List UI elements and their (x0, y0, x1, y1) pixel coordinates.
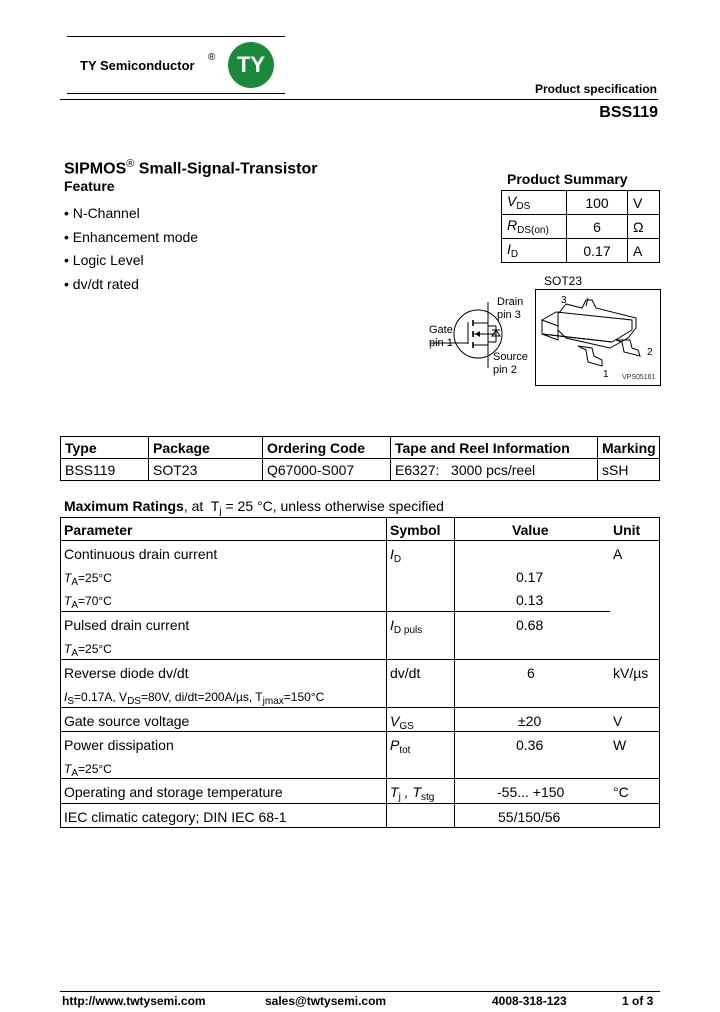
logo-mark: TY (228, 42, 274, 88)
footer-page: 1 of 3 (622, 994, 654, 1008)
sot23-package-drawing (536, 290, 658, 384)
feature-item: • N-Channel (64, 205, 140, 221)
logo-reg-mark: ® (208, 52, 216, 63)
cond-ta25-3: $T_A=25^\circ C$ (64, 762, 112, 779)
col-parameter: Parameter (64, 522, 133, 538)
package-code: VPS05161 (622, 374, 656, 381)
pin-2-label: 2 (647, 347, 653, 358)
val-iec: 55/150/56 (498, 809, 561, 825)
title-rest: Small-Signal-Transistor (138, 160, 318, 178)
cond-ta25-2: $T_A=25^\circ C$ (64, 642, 112, 659)
summary-row: $I_D$ 0.17 A (502, 239, 660, 263)
footer-phone: 4008-318-123 (492, 994, 567, 1008)
footer-url[interactable]: http://www.twtysemi.com (62, 994, 206, 1008)
param-operating-temp: Operating and storage temperature (64, 784, 283, 800)
summary-row: $R_{DS(on)}$ 6 Ω (502, 215, 660, 239)
sym-dvdt: dv/dt (390, 665, 421, 681)
drain-label: Drain pin 3 (497, 296, 524, 321)
package-label: SOT23 (544, 274, 583, 288)
val-20: ±20 (518, 713, 542, 729)
feature-item: • Enhancement mode (64, 228, 199, 245)
page-title (64, 158, 318, 178)
source-label: Source pin 2 (493, 351, 528, 376)
unit-degc: °C (613, 784, 629, 800)
logo-text: TY Semiconductor (80, 58, 195, 73)
header-rule (60, 99, 658, 100)
sym-ptot: $P_{tot}$ (390, 737, 411, 756)
val-temp-range: -55... +150 (497, 784, 565, 800)
pin-3-label: 3 (561, 295, 567, 306)
footer-rule (60, 991, 660, 992)
val-6: 6 (527, 665, 535, 681)
col-value: Value (512, 522, 549, 538)
summary-heading: Product Summary (507, 171, 628, 187)
sym-id: $I_D$ (390, 546, 402, 565)
spec-label: Product specification (534, 82, 657, 96)
param-continuous-drain: Continuous drain current (64, 546, 218, 562)
param-iec-category: IEC climatic category; DIN IEC 68-1 (64, 809, 287, 825)
summary-table (501, 190, 660, 263)
feature-heading: Feature (64, 178, 115, 194)
sym-tj-tstg: $T_j$ , $T_{stg}$ (390, 784, 435, 803)
val-013: 0.13 (516, 592, 544, 608)
cond-reverse-diode: $I_S=0.17A$, $V_{DS}=80V$, di/dt=200A/µs, $T_{jmax}=150^\circ C$ (64, 690, 325, 707)
order-table-header: Type Package Ordering Code Tape and Reel Information Marking (61, 437, 660, 459)
param-reverse-diode: Reverse diode dv/dt (64, 665, 189, 681)
pin-1-label: 1 (603, 369, 609, 380)
gate-label: Gate pin 1 (429, 324, 453, 349)
part-number: BSS119 (599, 104, 658, 121)
order-table-row: BSS119 SOT23 Q67000-S007 E6327: 3000 pcs/reel sSH (61, 459, 660, 481)
cond-ta25: $T_A=25^\circ C$ (64, 571, 112, 588)
col-unit: Unit (613, 522, 641, 538)
val-036: 0.36 (516, 737, 544, 753)
col-symbol: Symbol (390, 522, 441, 538)
feature-list (64, 202, 198, 296)
unit-v: V (613, 713, 623, 729)
order-table (60, 436, 660, 481)
val-068: 0.68 (516, 617, 544, 633)
unit-kvus: kV/µs (613, 665, 649, 681)
param-power-dissipation: Power dissipation (64, 737, 174, 753)
sym-id-puls: $I_{D puls}$ (390, 617, 423, 636)
summary-row: $V_{DS}$ 100 V (502, 191, 660, 215)
footer-email[interactable]: sales@twtysemi.com (265, 994, 387, 1008)
unit-a: A (613, 546, 623, 562)
feature-item: • Logic Level (64, 252, 144, 269)
val-017: 0.17 (516, 569, 544, 585)
cond-ta70: $T_A=70^\circ C$ (64, 594, 112, 611)
max-ratings-title: Maximum Ratings, at $T_j = 25$ °C, unless otherwise specified (64, 498, 444, 517)
title-brand: SIPMOS (64, 160, 127, 178)
param-pulsed-drain: Pulsed drain current (64, 617, 190, 633)
unit-w: W (613, 737, 627, 753)
title-reg: ® (126, 158, 135, 170)
sym-vgs: $V_{GS}$ (390, 713, 414, 732)
param-gate-source: Gate source voltage (64, 713, 190, 729)
feature-item: • dv/dt rated (64, 275, 139, 292)
